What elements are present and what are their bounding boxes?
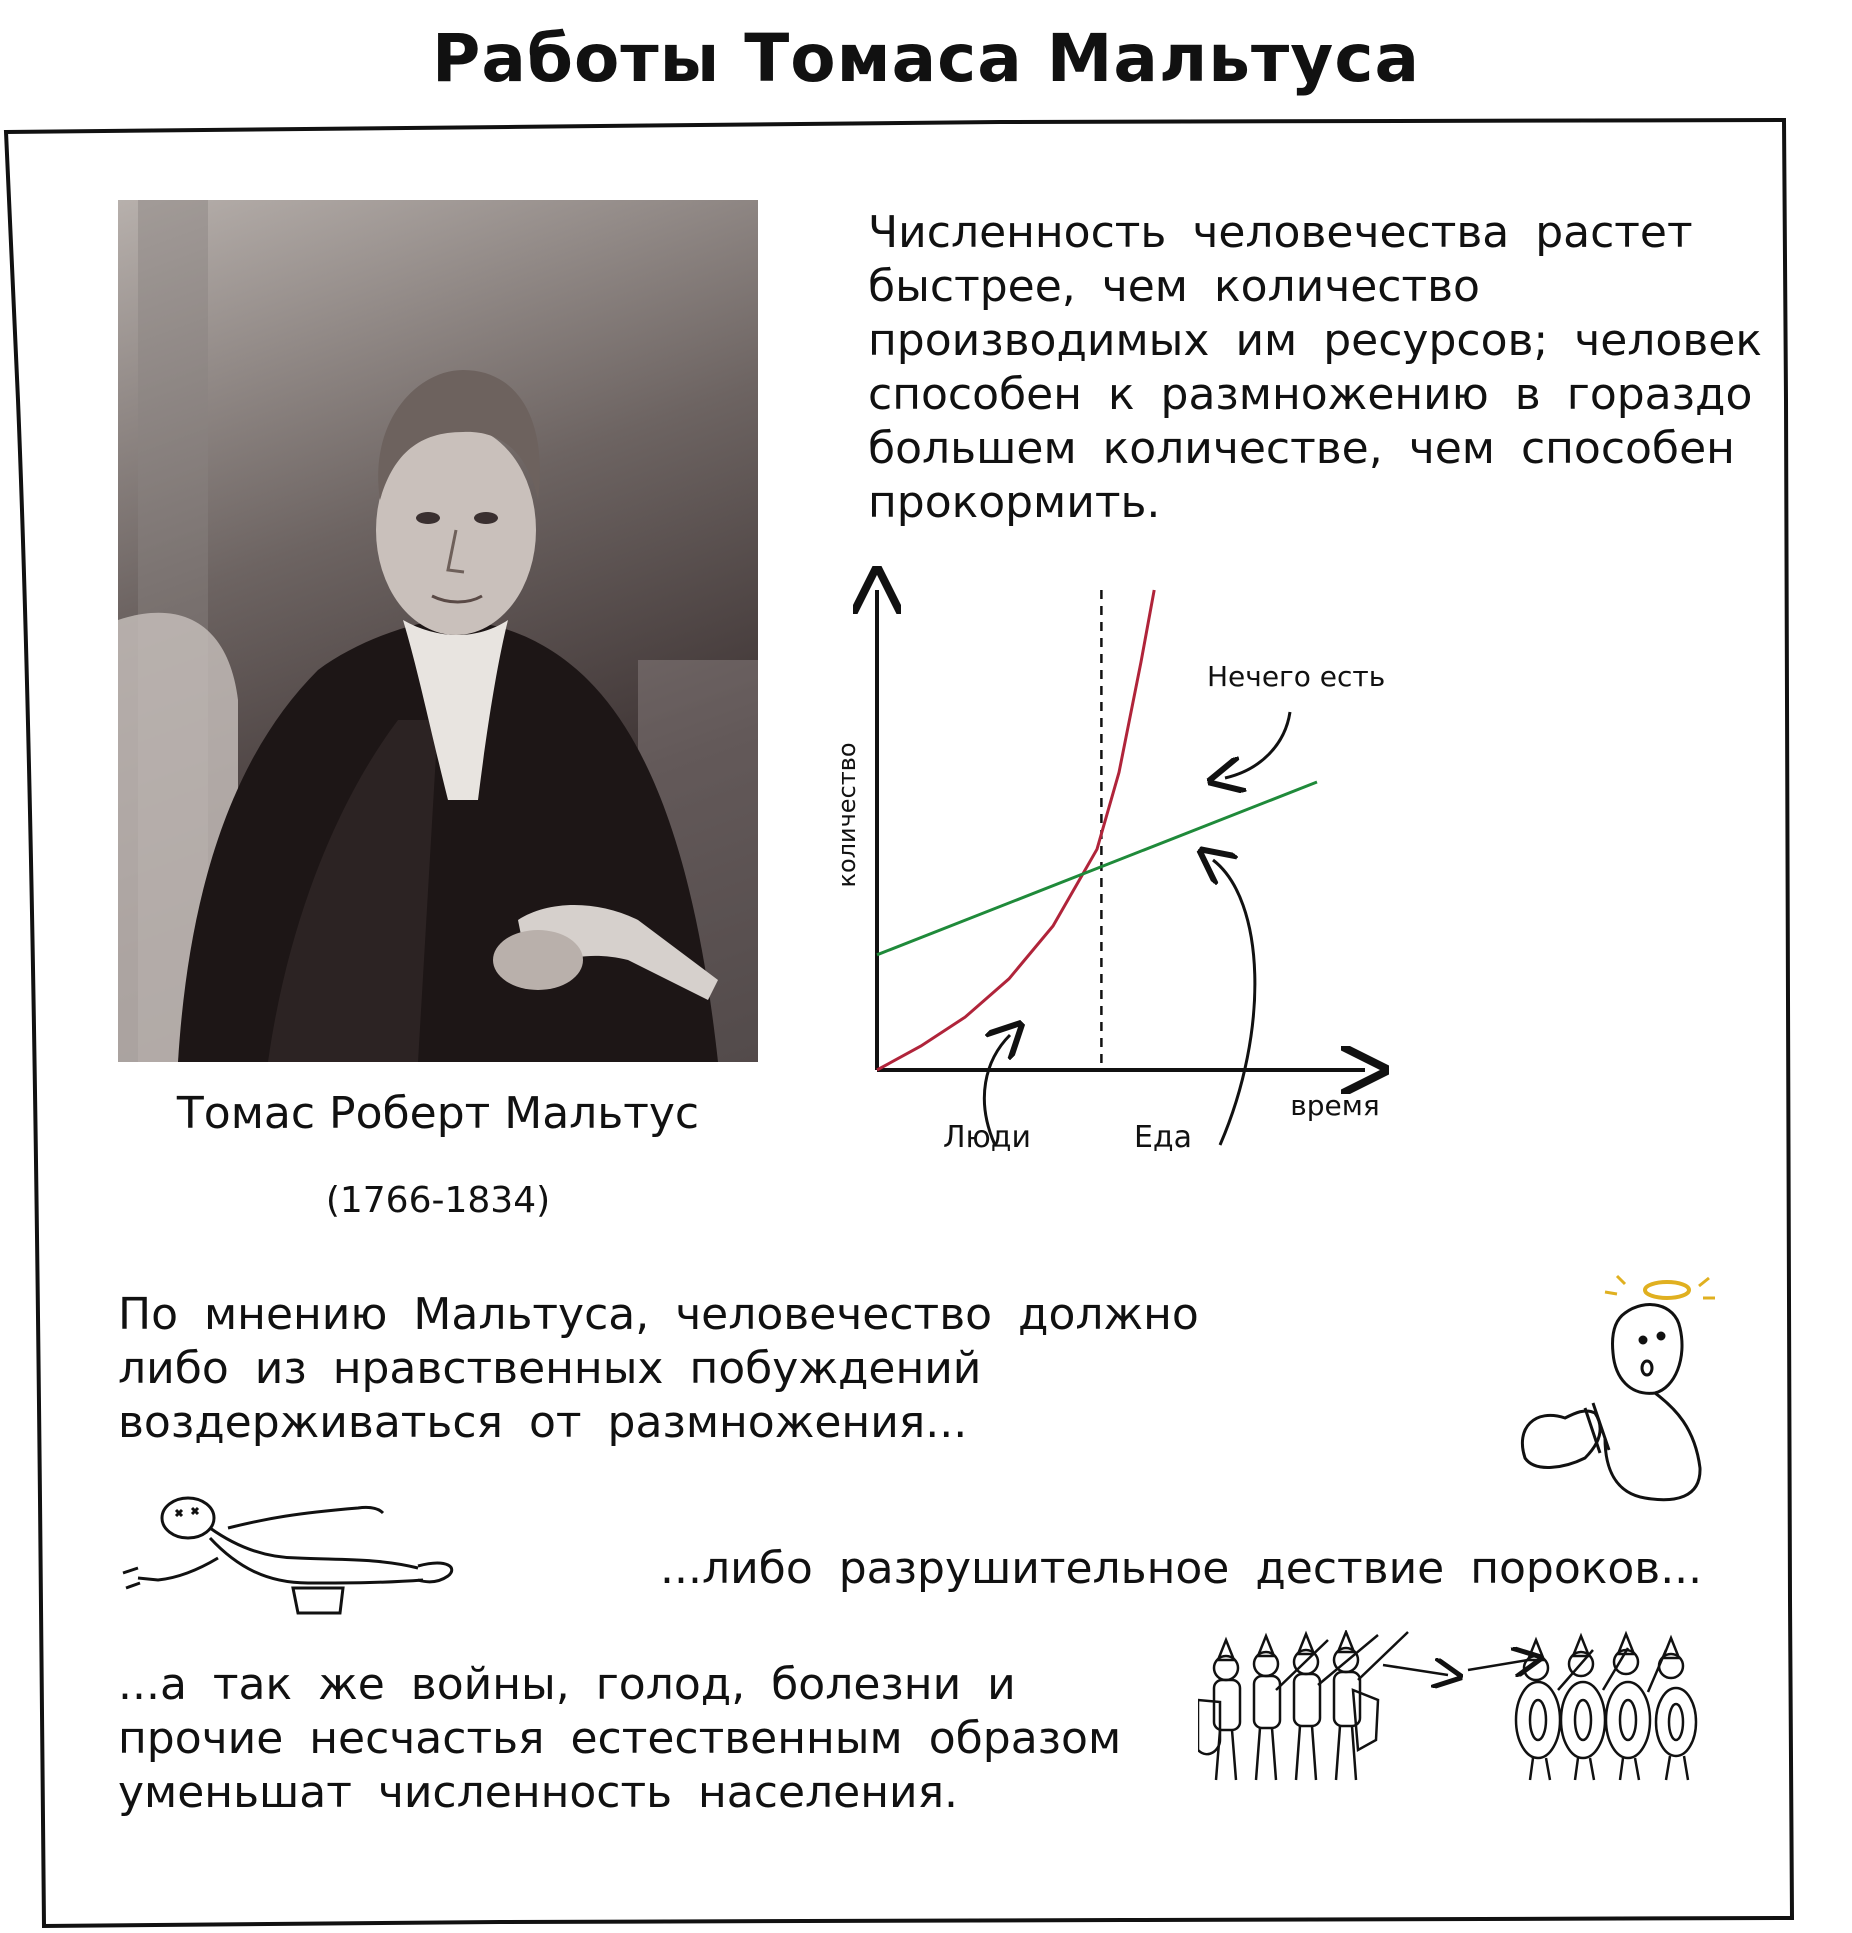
thesis-text: Численность человечества растет быстрее, чем количество производимых им ресурсов; человек способен к размножению в гораздо большем количестве, чем способен прокормить. [868,207,1762,528]
portrait-engraving [118,200,758,1062]
annotation-people: Люди [942,1119,1032,1155]
fallen-drunk-person-icon [118,1488,468,1623]
y-axis-label: количество [833,742,861,888]
portrait-name: Томас Роберт Мальтус [176,1088,700,1139]
page-title: Работы Томаса Мальтуса [432,20,1420,97]
annotation-food: Еда [1133,1119,1193,1155]
malthus-chart [820,560,1420,1200]
warriors-battle-icon [1198,1630,1718,1798]
opinion-text: По мнению Мальтуса, человечество должно либо из нравственных побуждений воздерживаться от размножения... [118,1289,1199,1448]
pointer-arrow-food [1213,860,1255,1145]
vices-text: ...либо разрушительное дествие пороков... [660,1543,1703,1594]
annotation-nothing-to-eat: Нечего есть [1207,660,1386,693]
series-line-people [877,590,1154,1070]
portrait-years: (1766-1834) [325,1180,551,1221]
wars-text: ...а так же войны, голод, болезни и прочие несчастья естественным образом уменьшат численность населения. [118,1659,1122,1818]
pointer-arrow-nothing-to-eat [1225,712,1290,778]
x-axis-label: время [1290,1089,1380,1122]
praying-person-with-halo-icon [1505,1268,1725,1508]
